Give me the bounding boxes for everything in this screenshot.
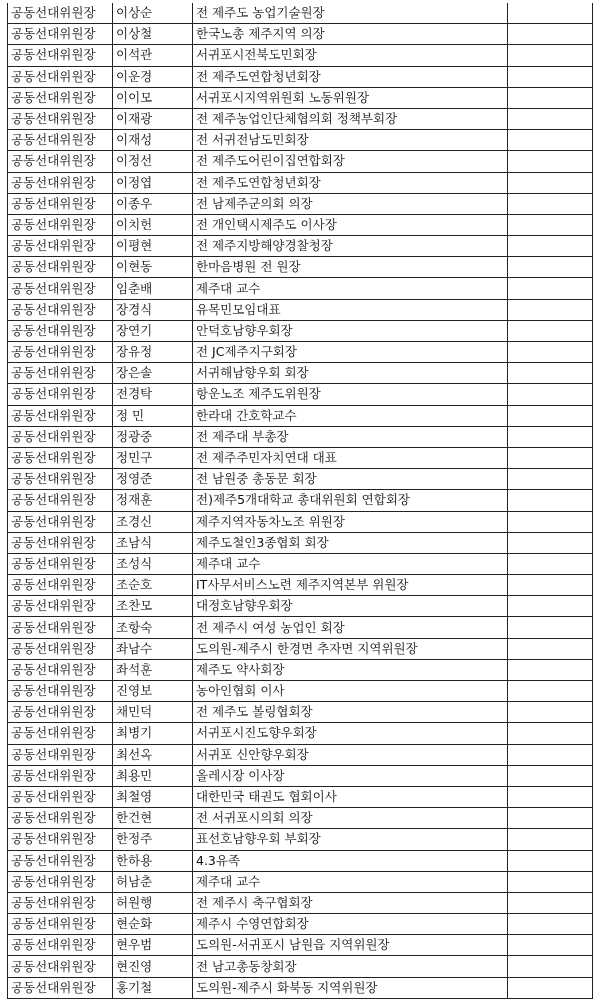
- empty-cell: [508, 892, 593, 913]
- title-cell: 전 제주도연합청년회장: [193, 66, 508, 87]
- title-cell: 도의원-제주시 화북동 지역위원장: [193, 977, 508, 998]
- title-cell: 4.3유족: [193, 850, 508, 871]
- role-cell: 공동선대위원장: [8, 405, 113, 426]
- table-row: [8, 977, 593, 998]
- empty-cell: [508, 596, 593, 617]
- role-cell: 공동선대위원장: [8, 45, 113, 66]
- title-cell: 전 JC제주지구회장: [193, 342, 508, 363]
- name-cell: 장경식: [113, 299, 193, 320]
- title-cell: 전 제주시 축구협회장: [193, 892, 508, 913]
- name-cell: 전경탁: [113, 384, 193, 405]
- table-row: [8, 914, 593, 935]
- title-cell: 대한민국 태권도 협회이사: [193, 786, 508, 807]
- name-cell: 임춘배: [113, 278, 193, 299]
- name-cell: 이평현: [113, 236, 193, 257]
- table-row: [8, 66, 593, 87]
- name-cell: 이종우: [113, 193, 193, 214]
- table-row: [8, 130, 593, 151]
- title-cell: 대정호남향우회장: [193, 596, 508, 617]
- role-cell: 공동선대위원장: [8, 786, 113, 807]
- name-cell: 정영준: [113, 469, 193, 490]
- name-cell: 허남춘: [113, 871, 193, 892]
- empty-cell: [508, 935, 593, 956]
- table-row: [8, 299, 593, 320]
- table-row: [8, 617, 593, 638]
- name-cell: 최병기: [113, 723, 193, 744]
- role-cell: 공동선대위원장: [8, 681, 113, 702]
- empty-cell: [508, 24, 593, 45]
- empty-cell: [508, 45, 593, 66]
- name-cell: 조순호: [113, 575, 193, 596]
- name-cell: 한건현: [113, 808, 193, 829]
- name-cell: 진영보: [113, 681, 193, 702]
- table-row: [8, 659, 593, 680]
- role-cell: 공동선대위원장: [8, 172, 113, 193]
- title-cell: 전 남원중 총동문 회장: [193, 469, 508, 490]
- table-row: [8, 786, 593, 807]
- role-cell: 공동선대위원장: [8, 596, 113, 617]
- table-row: [8, 193, 593, 214]
- name-cell: 최철영: [113, 786, 193, 807]
- empty-cell: [508, 108, 593, 129]
- role-cell: 공동선대위원장: [8, 977, 113, 998]
- name-cell: 이재광: [113, 108, 193, 129]
- title-cell: 서귀포시지역위원회 노동위원장: [193, 87, 508, 108]
- table-row: [8, 278, 593, 299]
- empty-cell: [508, 384, 593, 405]
- title-cell: 올레시장 이사장: [193, 765, 508, 786]
- title-cell: 제주지역자동차노조 위원장: [193, 511, 508, 532]
- name-cell: 장연기: [113, 320, 193, 341]
- title-cell: 한마음병원 전 원장: [193, 257, 508, 278]
- title-cell: 서귀해남향우회 회장: [193, 363, 508, 384]
- table-row: [8, 405, 593, 426]
- role-cell: 공동선대위원장: [8, 553, 113, 574]
- name-cell: 정민구: [113, 447, 193, 468]
- empty-cell: [508, 702, 593, 723]
- role-cell: 공동선대위원장: [8, 447, 113, 468]
- empty-cell: [508, 87, 593, 108]
- role-cell: 공동선대위원장: [8, 490, 113, 511]
- title-cell: 제주도철인3종협회 회장: [193, 532, 508, 553]
- table-row: [8, 342, 593, 363]
- empty-cell: [508, 151, 593, 172]
- title-cell: 전 제주시 여성 농업인 회장: [193, 617, 508, 638]
- title-cell: 전 제주대 부총장: [193, 426, 508, 447]
- table-row: [8, 511, 593, 532]
- role-cell: 공동선대위원장: [8, 66, 113, 87]
- title-cell: 서귀포 신안향우회장: [193, 744, 508, 765]
- table-row: [8, 723, 593, 744]
- role-cell: 공동선대위원장: [8, 829, 113, 850]
- table-row: [8, 829, 593, 850]
- name-cell: 조경신: [113, 511, 193, 532]
- role-cell: 공동선대위원장: [8, 469, 113, 490]
- empty-cell: [508, 638, 593, 659]
- role-cell: 공동선대위원장: [8, 320, 113, 341]
- title-cell: 유목민모임대표: [193, 299, 508, 320]
- table-row: [8, 532, 593, 553]
- empty-cell: [508, 320, 593, 341]
- title-cell: 전 남제주군의회 의장: [193, 193, 508, 214]
- title-cell: 전 제주주민자치연대 대표: [193, 447, 508, 468]
- name-cell: 한정주: [113, 829, 193, 850]
- role-cell: 공동선대위원장: [8, 638, 113, 659]
- name-cell: 현우범: [113, 935, 193, 956]
- empty-cell: [508, 405, 593, 426]
- title-cell: 전 남고총동창회장: [193, 956, 508, 977]
- table-row: [8, 765, 593, 786]
- table-row: [8, 172, 593, 193]
- empty-cell: [508, 744, 593, 765]
- title-cell: 한라대 간호학교수: [193, 405, 508, 426]
- role-cell: 공동선대위원장: [8, 278, 113, 299]
- role-cell: 공동선대위원장: [8, 850, 113, 871]
- title-cell: 전)제주5개대학교 총대위원회 연합회장: [193, 490, 508, 511]
- role-cell: 공동선대위원장: [8, 342, 113, 363]
- empty-cell: [508, 490, 593, 511]
- table-row: [8, 808, 593, 829]
- title-cell: 제주시 수영연합회장: [193, 914, 508, 935]
- role-cell: 공동선대위원장: [8, 617, 113, 638]
- title-cell: 제주대 교수: [193, 871, 508, 892]
- name-cell: 이재성: [113, 130, 193, 151]
- name-cell: 정 민: [113, 405, 193, 426]
- name-cell: 조남식: [113, 532, 193, 553]
- name-cell: 현진영: [113, 956, 193, 977]
- name-cell: 정재훈: [113, 490, 193, 511]
- name-cell: 채민덕: [113, 702, 193, 723]
- table-row: [8, 257, 593, 278]
- title-cell: 전 서귀전남도민회장: [193, 130, 508, 151]
- table-row: [8, 744, 593, 765]
- name-cell: 조항숙: [113, 617, 193, 638]
- table-row: [8, 935, 593, 956]
- role-cell: 공동선대위원장: [8, 87, 113, 108]
- name-cell: 한하용: [113, 850, 193, 871]
- title-cell: 전 개인택시제주도 이사장: [193, 214, 508, 235]
- role-cell: 공동선대위원장: [8, 532, 113, 553]
- table-row: [8, 108, 593, 129]
- title-cell: IT사무서비스노련 제주지역본부 위원장: [193, 575, 508, 596]
- empty-cell: [508, 426, 593, 447]
- name-cell: 이정선: [113, 151, 193, 172]
- empty-cell: [508, 172, 593, 193]
- name-cell: 조성식: [113, 553, 193, 574]
- empty-cell: [508, 66, 593, 87]
- empty-cell: [508, 871, 593, 892]
- title-cell: 도의원-서귀포시 남원읍 지역위원장: [193, 935, 508, 956]
- empty-cell: [508, 342, 593, 363]
- role-cell: 공동선대위원장: [8, 914, 113, 935]
- empty-cell: [508, 681, 593, 702]
- name-cell: 현순화: [113, 914, 193, 935]
- role-cell: 공동선대위원장: [8, 3, 113, 24]
- name-cell: 최선옥: [113, 744, 193, 765]
- empty-cell: [508, 786, 593, 807]
- empty-cell: [508, 659, 593, 680]
- table-row: [8, 3, 593, 24]
- table-row: [8, 871, 593, 892]
- table-row: [8, 426, 593, 447]
- title-cell: 전 제주도 농업기술원장: [193, 3, 508, 24]
- empty-cell: [508, 447, 593, 468]
- name-cell: 장은솔: [113, 363, 193, 384]
- name-cell: 정광중: [113, 426, 193, 447]
- empty-cell: [508, 532, 593, 553]
- title-cell: 항운노조 제주도위원장: [193, 384, 508, 405]
- title-cell: 농아인협회 이사: [193, 681, 508, 702]
- role-cell: 공동선대위원장: [8, 765, 113, 786]
- empty-cell: [508, 575, 593, 596]
- title-cell: 전 제주도연합청년회장: [193, 172, 508, 193]
- table-row: [8, 24, 593, 45]
- title-cell: 전 제주지방해양경찰청장: [193, 236, 508, 257]
- empty-cell: [508, 956, 593, 977]
- empty-cell: [508, 257, 593, 278]
- role-cell: 공동선대위원장: [8, 723, 113, 744]
- title-cell: 전 제주농업인단체협의회 정책부회장: [193, 108, 508, 129]
- table-row: [8, 553, 593, 574]
- title-cell: 한국노총 제주지역 의장: [193, 24, 508, 45]
- table-row: [8, 702, 593, 723]
- name-cell: 이현동: [113, 257, 193, 278]
- role-cell: 공동선대위원장: [8, 257, 113, 278]
- empty-cell: [508, 914, 593, 935]
- roster-table: [7, 3, 593, 999]
- role-cell: 공동선대위원장: [8, 214, 113, 235]
- role-cell: 공동선대위원장: [8, 299, 113, 320]
- title-cell: 서귀포시전북도민회장: [193, 45, 508, 66]
- empty-cell: [508, 723, 593, 744]
- empty-cell: [508, 3, 593, 24]
- role-cell: 공동선대위원장: [8, 702, 113, 723]
- title-cell: 제주대 교수: [193, 553, 508, 574]
- empty-cell: [508, 469, 593, 490]
- name-cell: 이석관: [113, 45, 193, 66]
- role-cell: 공동선대위원장: [8, 130, 113, 151]
- name-cell: 좌남수: [113, 638, 193, 659]
- empty-cell: [508, 765, 593, 786]
- table-row: [8, 447, 593, 468]
- title-cell: 제주대 교수: [193, 278, 508, 299]
- role-cell: 공동선대위원장: [8, 935, 113, 956]
- empty-cell: [508, 850, 593, 871]
- table-row: [8, 490, 593, 511]
- name-cell: 홍기철: [113, 977, 193, 998]
- table-row: [8, 214, 593, 235]
- empty-cell: [508, 130, 593, 151]
- name-cell: 이이모: [113, 87, 193, 108]
- empty-cell: [508, 193, 593, 214]
- empty-cell: [508, 278, 593, 299]
- table-row: [8, 363, 593, 384]
- role-cell: 공동선대위원장: [8, 956, 113, 977]
- table-row: [8, 87, 593, 108]
- empty-cell: [508, 511, 593, 532]
- role-cell: 공동선대위원장: [8, 384, 113, 405]
- table-row: [8, 956, 593, 977]
- empty-cell: [508, 829, 593, 850]
- title-cell: 전 제주도 볼링협회장: [193, 702, 508, 723]
- table-row: [8, 596, 593, 617]
- name-cell: 허원행: [113, 892, 193, 913]
- role-cell: 공동선대위원장: [8, 363, 113, 384]
- role-cell: 공동선대위원장: [8, 511, 113, 532]
- name-cell: 이정엽: [113, 172, 193, 193]
- committee-roster: [7, 3, 592, 999]
- table-row: [8, 469, 593, 490]
- empty-cell: [508, 363, 593, 384]
- role-cell: 공동선대위원장: [8, 659, 113, 680]
- table-row: [8, 45, 593, 66]
- title-cell: 전 서귀포시의회 의장: [193, 808, 508, 829]
- role-cell: 공동선대위원장: [8, 426, 113, 447]
- role-cell: 공동선대위원장: [8, 744, 113, 765]
- name-cell: 좌석훈: [113, 659, 193, 680]
- empty-cell: [508, 553, 593, 574]
- role-cell: 공동선대위원장: [8, 108, 113, 129]
- role-cell: 공동선대위원장: [8, 892, 113, 913]
- table-row: [8, 850, 593, 871]
- title-cell: 안덕호남향우회장: [193, 320, 508, 341]
- name-cell: 이상철: [113, 24, 193, 45]
- name-cell: 이치헌: [113, 214, 193, 235]
- name-cell: 조찬모: [113, 596, 193, 617]
- table-row: [8, 638, 593, 659]
- table-row: [8, 151, 593, 172]
- empty-cell: [508, 236, 593, 257]
- role-cell: 공동선대위원장: [8, 193, 113, 214]
- table-row: [8, 320, 593, 341]
- roster-body: [8, 3, 593, 998]
- empty-cell: [508, 977, 593, 998]
- title-cell: 제주도 약사회장: [193, 659, 508, 680]
- table-row: [8, 681, 593, 702]
- role-cell: 공동선대위원장: [8, 151, 113, 172]
- empty-cell: [508, 808, 593, 829]
- role-cell: 공동선대위원장: [8, 236, 113, 257]
- role-cell: 공동선대위원장: [8, 871, 113, 892]
- table-row: [8, 892, 593, 913]
- role-cell: 공동선대위원장: [8, 24, 113, 45]
- empty-cell: [508, 299, 593, 320]
- table-row: [8, 575, 593, 596]
- name-cell: 장유정: [113, 342, 193, 363]
- role-cell: 공동선대위원장: [8, 808, 113, 829]
- role-cell: 공동선대위원장: [8, 575, 113, 596]
- empty-cell: [508, 617, 593, 638]
- table-row: [8, 236, 593, 257]
- name-cell: 이운경: [113, 66, 193, 87]
- name-cell: 최용민: [113, 765, 193, 786]
- title-cell: 도의원-제주시 한경면 추자면 지역위원장: [193, 638, 508, 659]
- name-cell: 이상순: [113, 3, 193, 24]
- title-cell: 서귀포시진도향우회장: [193, 723, 508, 744]
- title-cell: 전 제주도어린이집연합회장: [193, 151, 508, 172]
- title-cell: 표선호남향우회 부회장: [193, 829, 508, 850]
- empty-cell: [508, 214, 593, 235]
- table-row: [8, 384, 593, 405]
